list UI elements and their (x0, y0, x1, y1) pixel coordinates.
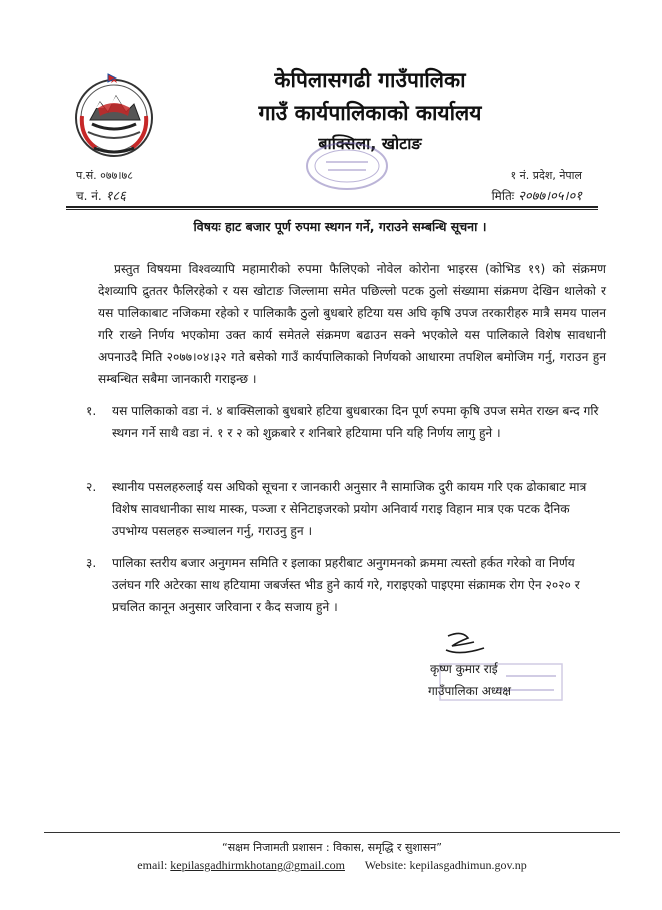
header-divider-thin (66, 209, 598, 210)
dispatch-label: च. नं. (76, 189, 102, 203)
notice-subject: विषयः हाट बजार पूर्ण रुपमा स्थगन गर्ने, गराउने सम्बन्धि सूचना । (193, 219, 487, 234)
email-label: email: (137, 858, 168, 872)
signatory-title: गाउँपालिका अध्यक्ष (428, 684, 511, 698)
list-item-text: स्थानीय पसलहरुलाई यस अघिको सूचना र जानकारी अनुसार नै सामाजिक दुरी कायम गरि एक ढोकाबाट मात्र विशेष सावधानीका साथ मास्क, पञ्जा र सेनिटाइजरको प्रयोग अनिवार्य गराइ विहान मात्र एक पटक दैनिक उपभोग्य पसलहरु सञ्चालन गर्नु, गराउनु हुन । (112, 480, 587, 538)
list-item (86, 476, 604, 542)
list-item (86, 400, 604, 444)
municipality-name: केपिलासगढी गाउँपालिका (274, 68, 466, 92)
list-item-text: यस पालिकाको वडा नं. ४ बाक्सिलाको बुधबारे हटिया बुधबारका दिन पूर्ण रुपमा कृषि उपज समेत राख्न बन्द गरि स्थगन गर्ने साथै वडा नं. १ र २ को शुक्रबारे र शनिबारे हटियामा पनि यहि निर्णय लागु हुने । (112, 404, 599, 440)
nepal-emblem-icon (68, 68, 160, 160)
footer-motto: “सक्षम निजामती प्रशासन : विकास, समृद्धि र सुशासन” (222, 841, 442, 854)
list-item-number: १. (86, 404, 97, 418)
list-item (86, 552, 604, 618)
office-location: बाक्सिला, खोटाङ (318, 134, 422, 153)
footer-divider (44, 832, 620, 833)
signatory-name: कृष्ण कुमार राई (430, 662, 498, 676)
footer-contact (44, 858, 620, 873)
fiscal-year: प.सं. ०७७।७८ (76, 169, 133, 182)
email-link[interactable]: kepilasgadhirmkhotang@gmail.com (170, 858, 345, 872)
signature-icon (418, 628, 498, 662)
office-name: गाउँ कार्यपालिकाको कार्यालय (258, 101, 482, 125)
dispatch-number-line (76, 186, 126, 204)
dispatch-number: १८६ (105, 189, 126, 204)
list-item-number: ३. (86, 556, 97, 570)
header-divider (66, 206, 598, 208)
website-label: Website: (364, 858, 407, 872)
body-text: प्रस्तुत विषयमा विश्वव्यापि महामारीको रुपमा फैलिएको नोवेल कोरोना भाइरस (कोभिड १९) को संक्रमण देशव्यापि द्रुततर फैलिरहेको र यस खोटाङ जिल्लामा समेत पछिल्लो पटक ठुलो संख्यामा संक्रमण देखिन थालेको र यस पालिकाबाट नजिकमा रहेको र पालिकाकै ठुलो बुधबारे हटिया यस अघि कृषि उपज तरकारीहरु मात्रै समय पालन गरि राख्ने निर्णय भएकोमा उक्त कार्य समेतले संक्रमण बढाउन सक्ने भएकोले यस पालिकाले विशेष सावधानी अपनाउदै मिति २०७७।०४।३२ गते बसेको गाउँ कार्यपालिकाको निर्णयको आधारमा तपशिल बमोजिम गर्नु, गराउन हुन सम्बन्धित सबैमा जानकारी गराइन्छ । (98, 262, 606, 386)
province-label: १ नं. प्रदेश, नेपाल (510, 169, 582, 182)
body-paragraph (98, 258, 606, 390)
date-label: मितिः (491, 189, 515, 203)
date-value: २०७७।०५।०१ (518, 189, 582, 204)
website-link[interactable]: kepilasgadhimun.gov.np (409, 858, 527, 872)
date-line (492, 186, 582, 204)
office-stamp-icon (304, 140, 390, 192)
list-item-text: पालिका स्तरीय बजार अनुगमन समिति र इलाका प्रहरीबाट अनुगमनको क्रममा त्यस्तो हर्कत गरेको वा निर्णय उलंघन गरि अटेरका साथ हटियामा जबर्जस्त भीड हुने कार्य गरे, गराइएको पाइएमा संक्रामक रोग ऐन २०२० र प्रचलित कानून अनुसार जरिवाना र कैद सजाय हुने । (112, 556, 580, 614)
list-item-number: २. (86, 480, 97, 494)
